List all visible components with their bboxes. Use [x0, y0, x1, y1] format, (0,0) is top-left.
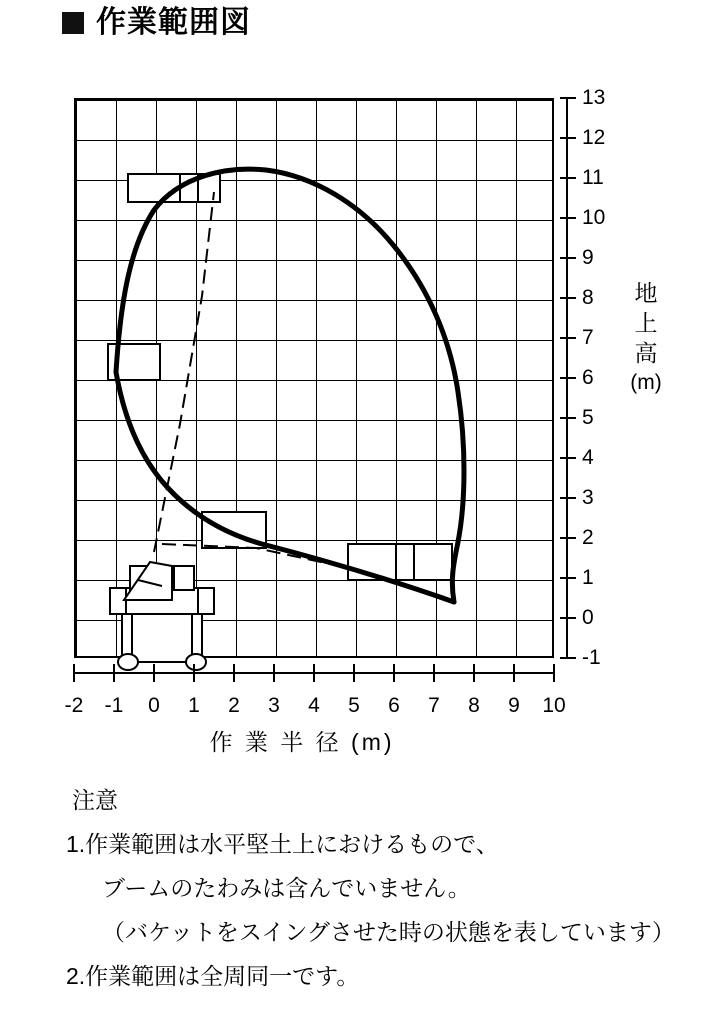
x-tick-mark-8	[473, 664, 475, 682]
x-tick-9: 9	[508, 694, 520, 717]
x-tick-8: 8	[468, 694, 480, 717]
x-tick-10: 10	[542, 694, 566, 717]
x-tick-5: 5	[348, 694, 360, 717]
y-tick-4: 4	[556, 449, 612, 467]
y-tick-minus1: -1	[556, 649, 612, 667]
y-axis-title	[616, 278, 676, 398]
y-tick-12: 12	[556, 129, 612, 147]
y-tick-2: 2	[556, 529, 612, 547]
y-tick-8: 8	[556, 289, 612, 307]
y-tick-3: 3	[556, 489, 612, 507]
y-tick-0: 0	[556, 609, 612, 627]
x-tick-mark-4	[313, 664, 315, 682]
x-tick-mark-5	[353, 664, 355, 682]
x-tick-6: 6	[388, 694, 400, 717]
y-tick-11: 11	[556, 169, 612, 187]
x-tick-3: 3	[268, 694, 280, 717]
note-line-2: ブームのたわみは含んでいません。	[102, 875, 471, 901]
y-tick-10: 10	[556, 209, 612, 227]
x-tick-mark-minus1	[113, 664, 115, 682]
y-axis-title-char-1: 地	[634, 280, 658, 306]
x-tick-mark-minus2	[73, 664, 75, 682]
x-tick-mark-9	[513, 664, 515, 682]
x-tick-mark-0	[153, 664, 155, 682]
x-tick-mark-7	[433, 664, 435, 682]
x-tick-4: 4	[308, 694, 320, 717]
y-tick-9: 9	[556, 249, 612, 267]
note-line-4: 2.作業範囲は全周同一です。	[66, 963, 360, 989]
y-tick-13: 13	[556, 89, 612, 107]
x-tick-mark-2	[233, 664, 235, 682]
notes-section	[66, 778, 716, 998]
x-tick-1: 1	[188, 694, 200, 717]
x-tick-mark-10	[553, 664, 555, 682]
y-tick-1: 1	[556, 569, 612, 587]
work-range-outline-upper	[116, 169, 464, 602]
x-tick-0: 0	[148, 694, 160, 717]
chart-plot-area	[74, 98, 554, 658]
x-tick-minus2: -2	[64, 694, 84, 717]
boom-center-line	[154, 192, 214, 552]
x-tick-minus1: -1	[104, 694, 124, 717]
y-axis-title-unit: (m)	[630, 371, 662, 394]
note-line-3: （バケットをスイングさせた時の状態を表しています）	[102, 919, 675, 945]
x-tick-mark-3	[273, 664, 275, 682]
x-tick-mark-1	[193, 664, 195, 682]
y-tick-5: 5	[556, 409, 612, 427]
y-axis-title-char-3: 高	[634, 340, 658, 366]
y-tick-6: 6	[556, 369, 612, 387]
x-tick-7: 7	[428, 694, 440, 717]
x-tick-mark-6	[393, 664, 395, 682]
note-line-1: 1.作業範囲は水平堅土上におけるもので、	[66, 831, 499, 857]
notes-heading: 注意	[72, 787, 118, 813]
page-title-text: 作業範囲図	[96, 6, 251, 39]
y-tick-7: 7	[556, 329, 612, 347]
y-axis-title-char-2: 上	[634, 310, 658, 336]
x-axis-title: 作 業 半 径 (m)	[209, 729, 395, 755]
chart-curves	[76, 100, 556, 660]
x-tick-2: 2	[228, 694, 240, 717]
